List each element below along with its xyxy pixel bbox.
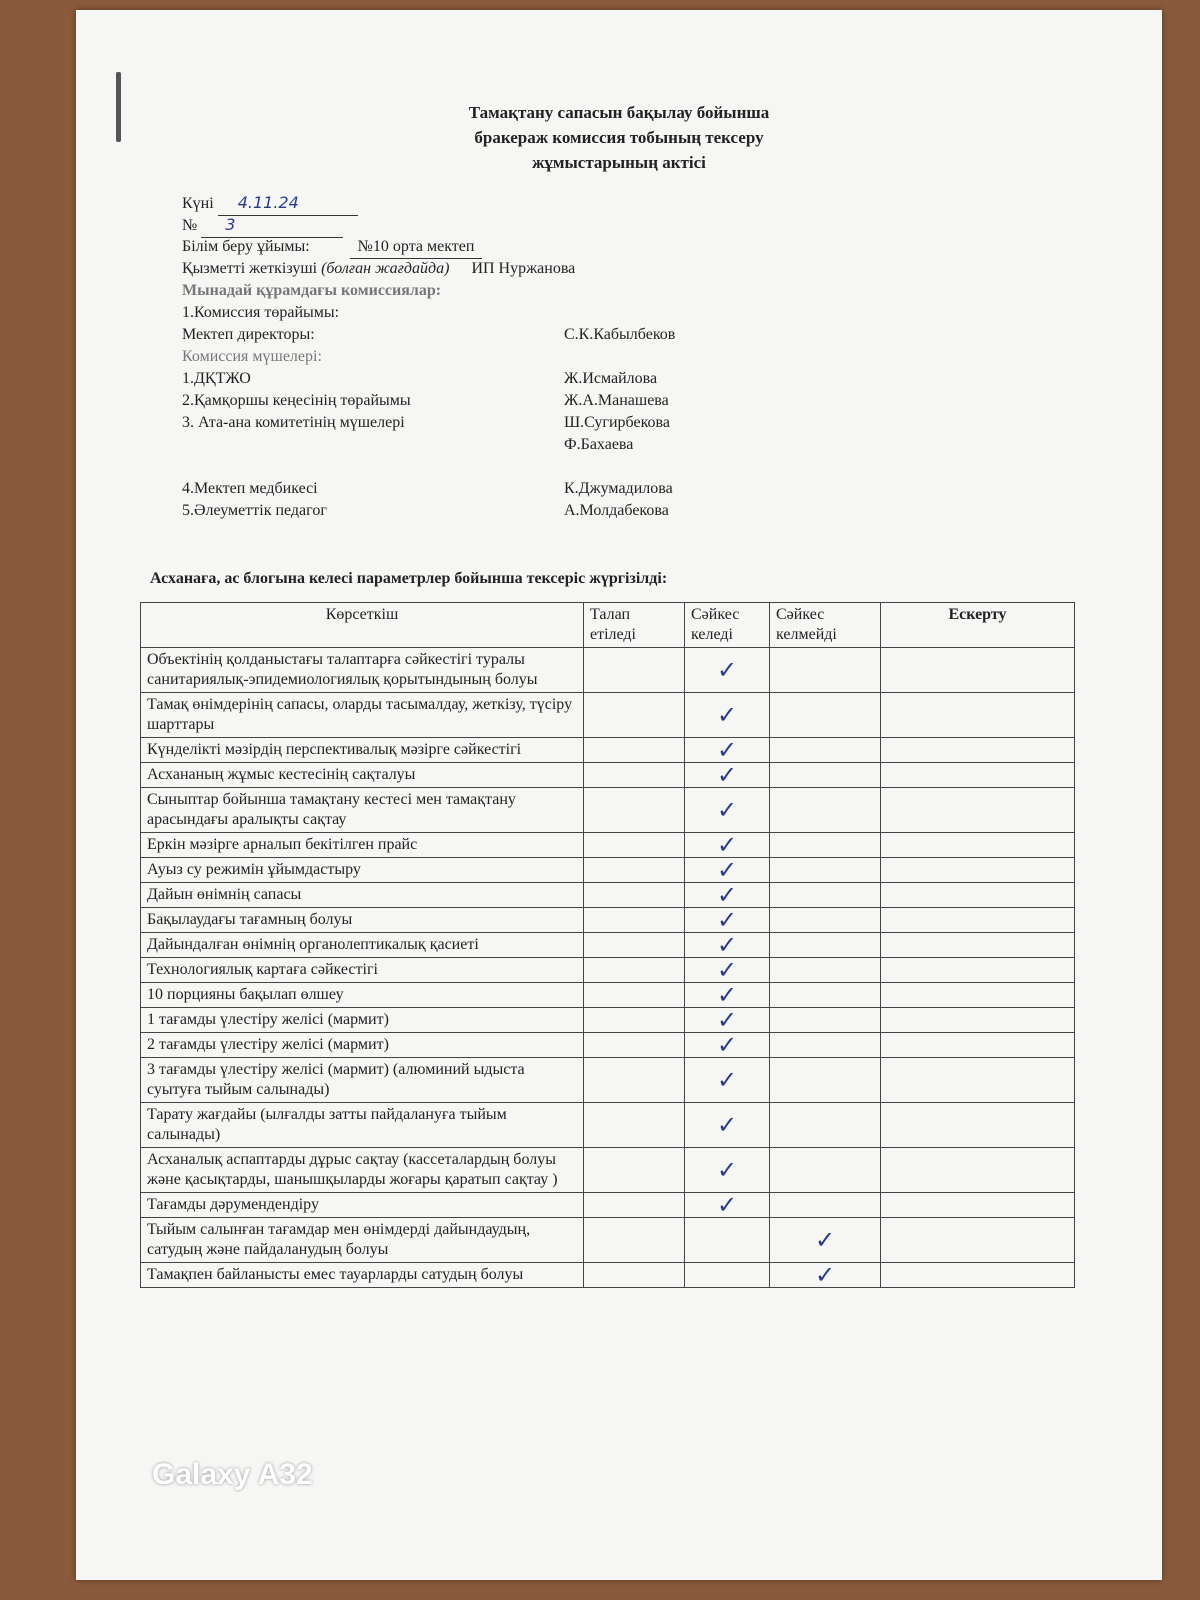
required-cell <box>584 958 685 983</box>
required-cell <box>584 933 685 958</box>
indicator-cell: Тыйым салынған тағамдар мен өнімдерді дайындаудың, сатудың және пайдаланудың болуы <box>141 1218 584 1263</box>
note-cell <box>881 833 1075 858</box>
table-row <box>141 1193 1075 1218</box>
supplier-value: ИП Нуржанова <box>471 260 576 277</box>
table-row <box>141 958 1075 983</box>
check-mark-icon: ✓ <box>716 796 738 824</box>
required-cell <box>584 693 685 738</box>
member-3-row-2 <box>182 434 982 456</box>
required-cell <box>584 648 685 693</box>
note-cell <box>881 648 1075 693</box>
check-mark-icon: ✓ <box>716 956 738 984</box>
table-row <box>141 1148 1075 1193</box>
not-complies-cell <box>770 788 881 833</box>
complies-cell <box>685 648 770 693</box>
org-row <box>182 236 982 258</box>
number-value: 3 <box>225 215 236 234</box>
note-cell <box>881 763 1075 788</box>
table-row <box>141 1008 1075 1033</box>
note-cell <box>881 1263 1075 1288</box>
note-cell <box>881 1033 1075 1058</box>
complies-cell <box>685 1058 770 1103</box>
member-5-row <box>182 500 982 522</box>
indicator-cell: Дайындалған өнімнің органолептикалық қасиеті <box>141 933 584 958</box>
table-body <box>141 648 1075 1288</box>
table-row <box>141 908 1075 933</box>
indicator-cell: Күнделікті мәзірдің перспективалық мәзірге сәйкестігі <box>141 738 584 763</box>
header-indicator: Көрсеткіш <box>141 603 584 648</box>
required-cell <box>584 738 685 763</box>
date-row <box>182 192 982 214</box>
complies-cell <box>685 1148 770 1193</box>
table-row <box>141 1103 1075 1148</box>
indicator-cell: Сыныптар бойынша тамақтану кестесі мен тамақтану арасындағы аралықты сақтау <box>141 788 584 833</box>
note-cell <box>881 788 1075 833</box>
required-cell <box>584 1033 685 1058</box>
table-row <box>141 883 1075 908</box>
member-4-label: 4.Мектеп медбикесі <box>182 480 318 497</box>
check-mark-icon: ✓ <box>716 881 738 909</box>
header-complies: Сәйкес келеді <box>685 603 770 648</box>
not-complies-cell <box>770 858 881 883</box>
check-mark-icon: ✓ <box>716 856 738 884</box>
required-cell <box>584 1148 685 1193</box>
not-complies-cell <box>770 693 881 738</box>
not-complies-cell <box>770 1263 881 1288</box>
member-4-name: К.Джумадилова <box>564 480 673 497</box>
note-cell <box>881 1103 1075 1148</box>
required-cell <box>584 1103 685 1148</box>
not-complies-cell <box>770 1193 881 1218</box>
note-cell <box>881 983 1075 1008</box>
indicator-cell: Ауыз су режимін ұйымдастыру <box>141 858 584 883</box>
number-label: № <box>182 217 198 234</box>
complies-cell <box>685 833 770 858</box>
table-row <box>141 738 1075 763</box>
complies-cell <box>685 1033 770 1058</box>
inspection-table <box>140 602 1075 1288</box>
indicator-cell: 10 порцияны бақылап өлшеу <box>141 983 584 1008</box>
required-cell <box>584 883 685 908</box>
complies-cell <box>685 1193 770 1218</box>
not-complies-cell <box>770 1058 881 1103</box>
org-label: Білім беру ұйымы: <box>182 238 310 255</box>
header-not-complies: Сәйкес келмейді <box>770 603 881 648</box>
note-cell <box>881 693 1075 738</box>
required-cell <box>584 858 685 883</box>
date-field <box>218 192 358 216</box>
title-line-3: жұмыстарының актісі <box>532 153 706 172</box>
member-4-row <box>182 478 982 500</box>
complies-cell <box>685 738 770 763</box>
date-label: Күні <box>182 195 214 212</box>
required-cell <box>584 833 685 858</box>
indicator-cell: Тарату жағдайы (ылғалды затты пайдалануға тыйым салынады) <box>141 1103 584 1148</box>
org-value: №10 орта мектеп <box>350 236 483 259</box>
required-cell <box>584 908 685 933</box>
complies-cell <box>685 933 770 958</box>
check-mark-icon: ✓ <box>716 1066 738 1094</box>
table-row <box>141 833 1075 858</box>
member-1-label: 1.ДҚТЖО <box>182 370 251 387</box>
indicator-cell: Дайын өнімнің сапасы <box>141 883 584 908</box>
required-cell <box>584 763 685 788</box>
complies-cell <box>685 788 770 833</box>
note-cell <box>881 738 1075 763</box>
director-label: Мектеп директоры: <box>182 326 315 343</box>
table-row <box>141 693 1075 738</box>
note-cell <box>881 883 1075 908</box>
check-mark-icon: ✓ <box>716 1111 738 1139</box>
note-cell <box>881 1008 1075 1033</box>
member-3-row <box>182 412 982 434</box>
check-mark-icon: ✓ <box>716 1006 738 1034</box>
title-line-2: бракераж комиссия тобының тексеру <box>474 128 764 147</box>
supplier-row <box>182 258 982 280</box>
not-complies-cell <box>770 1008 881 1033</box>
spacer-row <box>182 456 982 478</box>
commission-heading: Мынадай құрамдағы комиссиялар: <box>182 282 442 299</box>
not-complies-cell <box>770 1103 881 1148</box>
table-row <box>141 788 1075 833</box>
number-row <box>182 214 982 236</box>
complies-cell <box>685 858 770 883</box>
note-cell <box>881 908 1075 933</box>
indicator-cell: Объектінің қолданыстағы талаптарға сәйкестігі туралы санитариялық-эпидемиологиялық қорытындының болуы <box>141 648 584 693</box>
note-cell <box>881 933 1075 958</box>
member-3-label: 3. Ата-ана комитетінің мүшелері <box>182 414 405 431</box>
not-complies-cell <box>770 908 881 933</box>
not-complies-cell <box>770 738 881 763</box>
document-sheet <box>76 10 1162 1580</box>
complies-cell <box>685 763 770 788</box>
member-2-row <box>182 390 982 412</box>
complies-cell <box>685 1103 770 1148</box>
table-header-row <box>141 603 1075 648</box>
note-cell <box>881 1218 1075 1263</box>
indicator-cell: Тамақпен байланысты емес тауарларды сатудың болуы <box>141 1263 584 1288</box>
complies-cell <box>685 958 770 983</box>
header-required: Талап етіледі <box>584 603 685 648</box>
table-row <box>141 763 1075 788</box>
check-mark-icon: ✓ <box>716 736 738 764</box>
check-mark-icon: ✓ <box>716 931 738 959</box>
indicator-cell: Асханалық аспаптарды дұрыс сақтау (кассеталардың болуы және қасықтарды, шанышқыларды жоғары қаратып сақтау ) <box>141 1148 584 1193</box>
director-name: С.К.Кабылбеков <box>564 326 676 343</box>
required-cell <box>584 1263 685 1288</box>
not-complies-cell <box>770 983 881 1008</box>
indicator-cell: Бақылаудағы тағамның болуы <box>141 908 584 933</box>
member-2-label: 2.Қамқоршы кеңесінің төрайымы <box>182 392 411 409</box>
required-cell <box>584 1193 685 1218</box>
title-line-1: Тамақтану сапасын бақылау бойынша <box>468 103 770 122</box>
required-cell <box>584 1058 685 1103</box>
check-mark-icon: ✓ <box>716 1191 738 1219</box>
members-heading: Комиссия мүшелері: <box>182 348 322 365</box>
not-complies-cell <box>770 648 881 693</box>
document-title <box>76 100 1162 175</box>
check-mark-icon: ✓ <box>814 1226 836 1254</box>
table-row <box>141 983 1075 1008</box>
indicator-cell: Еркін мәзірге арналып бекітілген прайс <box>141 833 584 858</box>
indicator-cell: 2 тағамды үлестіру желісі (мармит) <box>141 1033 584 1058</box>
member-1-name: Ж.Исмайлова <box>564 370 658 387</box>
not-complies-cell <box>770 1148 881 1193</box>
check-mark-icon: ✓ <box>716 906 738 934</box>
indicator-cell: Асхананың жұмыс кестесінің сақталуы <box>141 763 584 788</box>
table-row <box>141 1058 1075 1103</box>
indicator-cell: Тамақ өнімдерінің сапасы, оларды тасымалдау, жеткізу, түсіру шарттары <box>141 693 584 738</box>
complies-cell <box>685 983 770 1008</box>
header-note: Ескерту <box>881 603 1075 648</box>
note-cell <box>881 1058 1075 1103</box>
info-block <box>182 192 982 522</box>
required-cell <box>584 788 685 833</box>
indicator-cell: Тағамды дәрумендендіру <box>141 1193 584 1218</box>
supplier-note: (болған жағдайда) <box>321 260 450 277</box>
not-complies-cell <box>770 958 881 983</box>
supplier-label: Қызметті жеткізуші <box>182 260 318 277</box>
required-cell <box>584 1218 685 1263</box>
member-5-name: А.Молдабекова <box>564 502 669 519</box>
camera-watermark: Galaxy A32 <box>152 1458 313 1491</box>
date-value: 4.11.24 <box>237 193 299 212</box>
check-mark-icon: ✓ <box>716 1031 738 1059</box>
check-mark-icon: ✓ <box>716 831 738 859</box>
check-mark-icon: ✓ <box>716 981 738 1009</box>
check-mark-icon: ✓ <box>716 1156 738 1184</box>
table-row <box>141 933 1075 958</box>
complies-cell <box>685 883 770 908</box>
note-cell <box>881 858 1075 883</box>
member-2-name: Ж.А.Манашева <box>564 392 669 409</box>
note-cell <box>881 1148 1075 1193</box>
indicator-cell: Технологиялық картаға сәйкестігі <box>141 958 584 983</box>
complies-cell <box>685 693 770 738</box>
check-mark-icon: ✓ <box>716 656 738 684</box>
not-complies-cell <box>770 763 881 788</box>
complies-cell <box>685 1008 770 1033</box>
not-complies-cell <box>770 883 881 908</box>
complies-cell <box>685 908 770 933</box>
member-5-label: 5.Әлеуметтік педагог <box>182 502 327 519</box>
required-cell <box>584 1008 685 1033</box>
indicator-cell: 3 тағамды үлестіру желісі (мармит) (алюминий ыдыста суытуға тыйым салынады) <box>141 1058 584 1103</box>
not-complies-cell <box>770 1218 881 1263</box>
not-complies-cell <box>770 933 881 958</box>
table-row <box>141 648 1075 693</box>
not-complies-cell <box>770 1033 881 1058</box>
check-mark-icon: ✓ <box>814 1261 836 1289</box>
section-title: Асханаға, ас блогына келесі параметрлер бойынша тексеріс жүргізілді: <box>150 570 668 587</box>
note-cell <box>881 1193 1075 1218</box>
table-row <box>141 1263 1075 1288</box>
member-1-row <box>182 368 982 390</box>
director-row <box>182 324 982 346</box>
chair-heading: 1.Комиссия төрайымы: <box>182 304 340 321</box>
complies-cell <box>685 1218 770 1263</box>
note-cell <box>881 958 1075 983</box>
complies-cell <box>685 1263 770 1288</box>
indicator-cell: 1 тағамды үлестіру желісі (мармит) <box>141 1008 584 1033</box>
check-mark-icon: ✓ <box>716 701 738 729</box>
member-3-name-2: Ф.Бахаева <box>564 436 634 453</box>
member-3-name-1: Ш.Сугирбекова <box>564 414 670 431</box>
number-field <box>201 214 343 238</box>
table-row <box>141 858 1075 883</box>
not-complies-cell <box>770 833 881 858</box>
table-row <box>141 1033 1075 1058</box>
table-row <box>141 1218 1075 1263</box>
required-cell <box>584 983 685 1008</box>
check-mark-icon: ✓ <box>716 761 738 789</box>
